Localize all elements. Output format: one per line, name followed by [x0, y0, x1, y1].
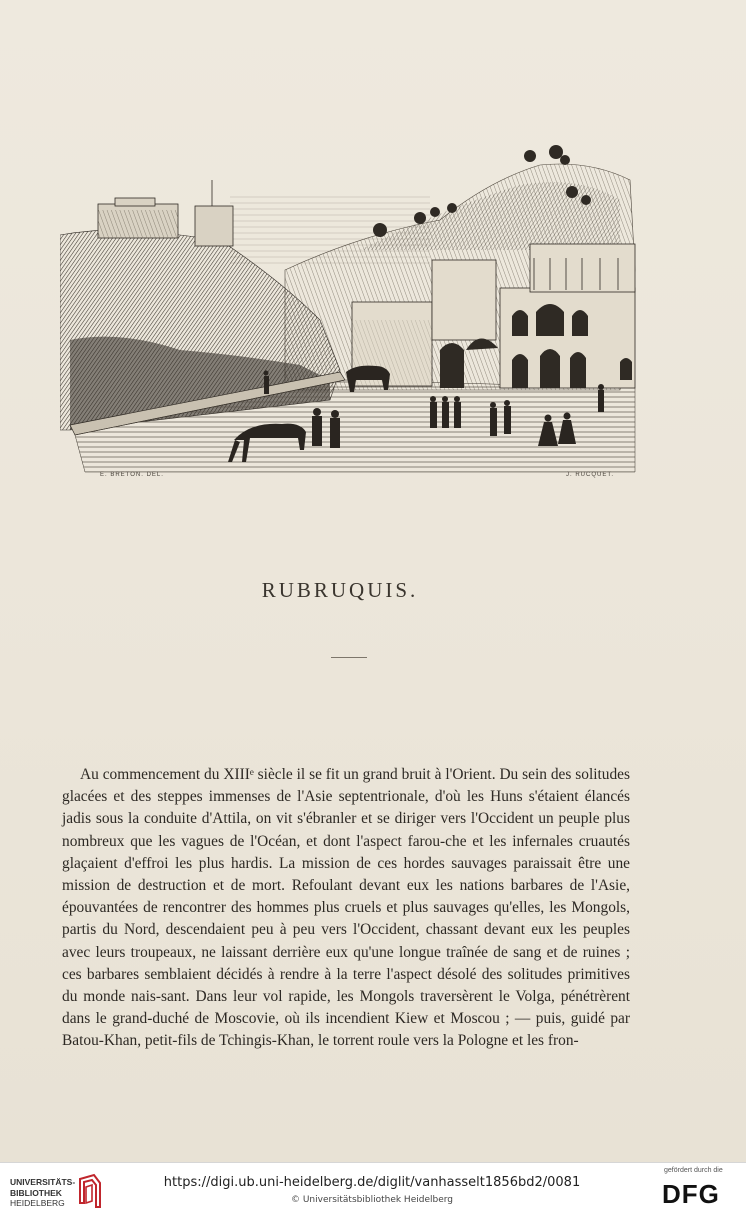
funding-caption: gefördert durch die: [664, 1167, 723, 1174]
dfg-logo[interactable]: DFG: [662, 1179, 720, 1209]
library-name-line2: BIBLIOTHEK: [10, 1187, 62, 1198]
body-text: [62, 764, 630, 1053]
permalink-url[interactable]: https://digi.ub.uni-heidelberg.de/diglit/vanhasselt1856bd2/0081: [163, 1175, 581, 1190]
library-name-line1: UNIVERSITÄTS-: [10, 1177, 76, 1187]
viewer-footer: [0, 1162, 746, 1217]
illustrator-credit: E. BRETON. DEL.: [100, 472, 164, 478]
library-name: [10, 1177, 75, 1209]
engraver-credit: J. RUCQUET.: [566, 472, 615, 478]
engraving-illustration: [60, 140, 640, 480]
body-paragraph: Au commencement du XIIIᵉ siècle il se fit un grand bruit à l'Orient. Du sein des solitudes glacées et des steppes immenses de l'Asie septentrionale, d'où les Huns s'étaient élancés jadis sous la conduite d'Attila, on vit s'ébranler et se diriger vers l'Occident un peuple plus nombreux que les vagues de l'Océan, et dont l'aspect farou-che et les infernales cruautés glaçaient d'effroi les plus hardis. La mission de ces hordes sauvages paraissait être une mission de destruction et de mort. Refoulant devant eux les nations barbares de l'Asie, épouvantées de rencontrer des hommes plus cruels et plus sauvages qu'elles, les Mongols, partis du Nord, descendaient peu à peu vers l'Occident, chassant devant eux les peuples avec leurs troupeaux, ne laissant derrière eux qu'une longue traînée de sang et de ruines ; ces barbares semblaient décidés à rendre à la terre l'aspect désolé des solitudes primitives du monde nais-sant. Dans leur vol rapide, les Mongols traversèrent le Volga, pénétrèrent dans le grand-duché de Moscovie, où ils incendient Kiew et Moscou ; — puis, guidé par Batou-Khan, petit-fils de Tchingis-Khan, le torrent roule vers la Pologne et les fron-: [62, 766, 630, 1050]
copyright-notice: © Universitätsbibliothek Heidelberg: [290, 1195, 453, 1205]
library-emblem-icon: [76, 1173, 104, 1209]
chapter-title: RUBRUQUIS.: [261, 578, 419, 602]
library-name-line3: HEIDELBERG: [10, 1198, 65, 1208]
title-divider: [331, 657, 367, 658]
library-logo[interactable]: [10, 1171, 170, 1211]
